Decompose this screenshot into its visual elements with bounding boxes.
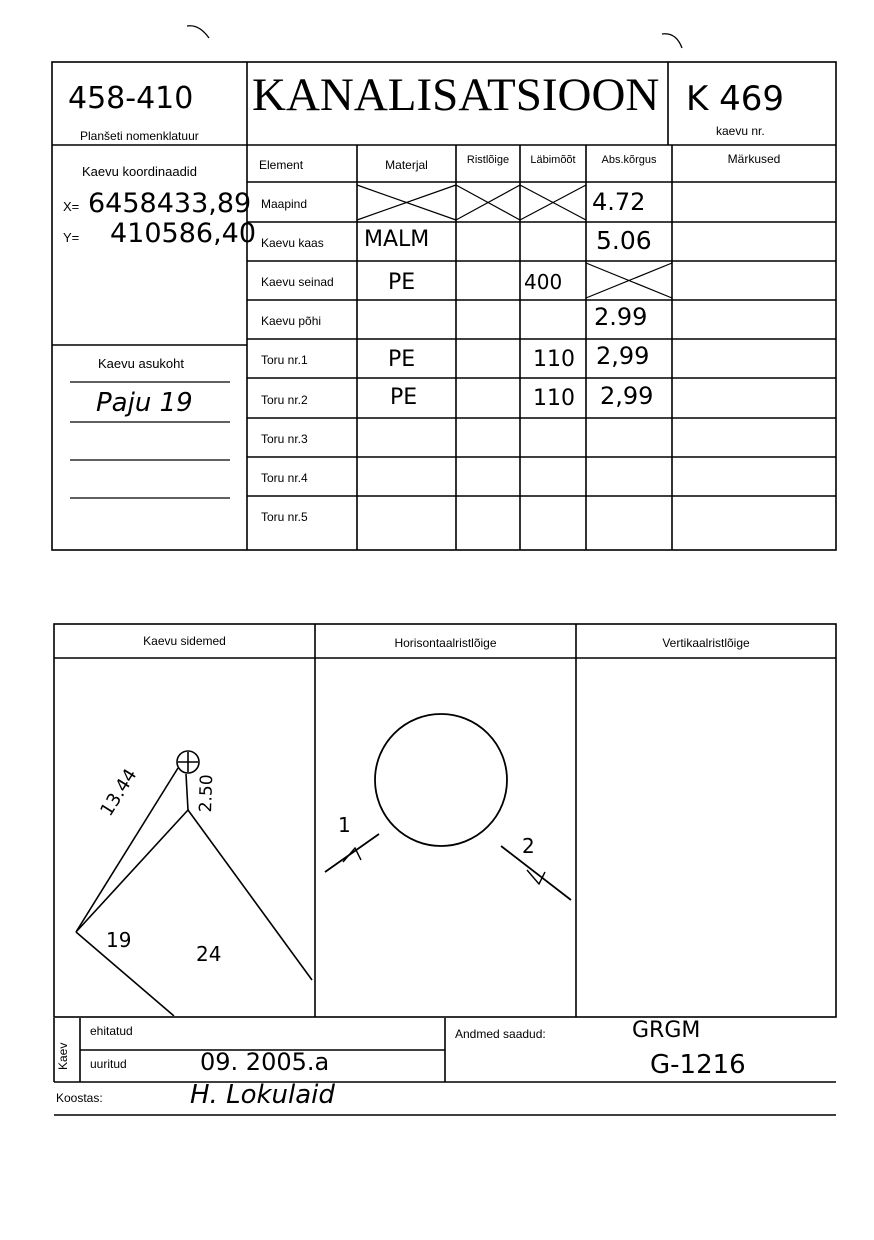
row-abs: 4.72 [592,188,646,216]
surveyed-label: uuritud [90,1057,127,1071]
panel-title-connections: Kaevu sidemed [143,634,226,648]
x-value: 6458433,89 [88,188,252,219]
pipe-number: 1 [338,813,351,837]
dimension-label: 24 [196,942,222,966]
prepared-label: Koostas: [56,1091,103,1105]
horizontal-section-sketch [315,660,576,1016]
dimension-label: 13.44 [96,765,142,821]
row-abs: 2,99 [600,382,654,410]
row-element: Toru nr.3 [261,432,308,446]
location-label: Kaevu asukoht [98,356,185,371]
row-element: Toru nr.1 [261,353,308,367]
col-header-cross-section: Ristlõige [466,154,510,166]
row-abs: 2.99 [594,303,648,331]
built-label: ehitatud [90,1024,133,1038]
row-diameter: 110 [533,347,575,372]
sheet-number: 458-410 [68,81,194,116]
well-label: kaevu nr. [716,124,765,138]
row-material: PE [388,270,416,295]
row-diameter: 400 [524,270,563,294]
row-element: Kaevu kaas [261,236,324,250]
data-source-value: GRGM [632,1018,701,1043]
data-source-label: Andmed saadud: [455,1027,546,1041]
row-abs: 2,99 [596,342,650,370]
y-label: Y= [63,230,80,245]
col-header-notes: Märkused [727,152,781,166]
data-source-value: G-1216 [650,1050,746,1080]
col-header-diameter: Läbimõõt [530,154,576,166]
x-label: X= [63,199,80,214]
pipe-number: 2 [522,834,535,858]
well-number: K 469 [686,79,784,119]
well-circle [375,714,507,846]
well-side-label: Kaev [56,1042,70,1070]
col-header-abs-height: Abs.kõrgus [601,154,657,166]
row-element: Maapind [261,197,308,211]
y-value: 410586,40 [110,218,257,249]
row-material: PE [388,347,416,372]
dimension-label: 19 [106,928,132,952]
row-element: Toru nr.2 [261,393,308,407]
row-element: Toru nr.4 [261,471,308,485]
prepared-value: H. Lokulaid [190,1080,335,1110]
row-element: Kaevu põhi [261,314,322,328]
sheet-label: Planšeti nomenklatuur [80,129,199,143]
panel-title-vertical: Vertikaalristlõige [662,636,750,650]
dimension-label: 2.50 [196,774,218,813]
row-abs: 5.06 [596,226,652,255]
col-header-material: Materjal [385,158,428,172]
location-value: Paju 19 [96,388,193,418]
col-header-element: Element [259,158,304,172]
row-element: Kaevu seinad [261,275,334,289]
row-material: PE [390,385,418,410]
coords-label: Kaevu koordinaadid [82,164,197,179]
panel-title-horizontal: Horisontaalristlõige [394,636,497,650]
surveyed-value: 09. 2005.a [200,1048,330,1076]
row-element: Toru nr.5 [261,510,308,524]
row-diameter: 110 [533,386,575,411]
card-title: KANALISATSIOON [252,69,660,121]
connections-sketch [54,660,315,1016]
row-material: MALM [364,227,430,252]
